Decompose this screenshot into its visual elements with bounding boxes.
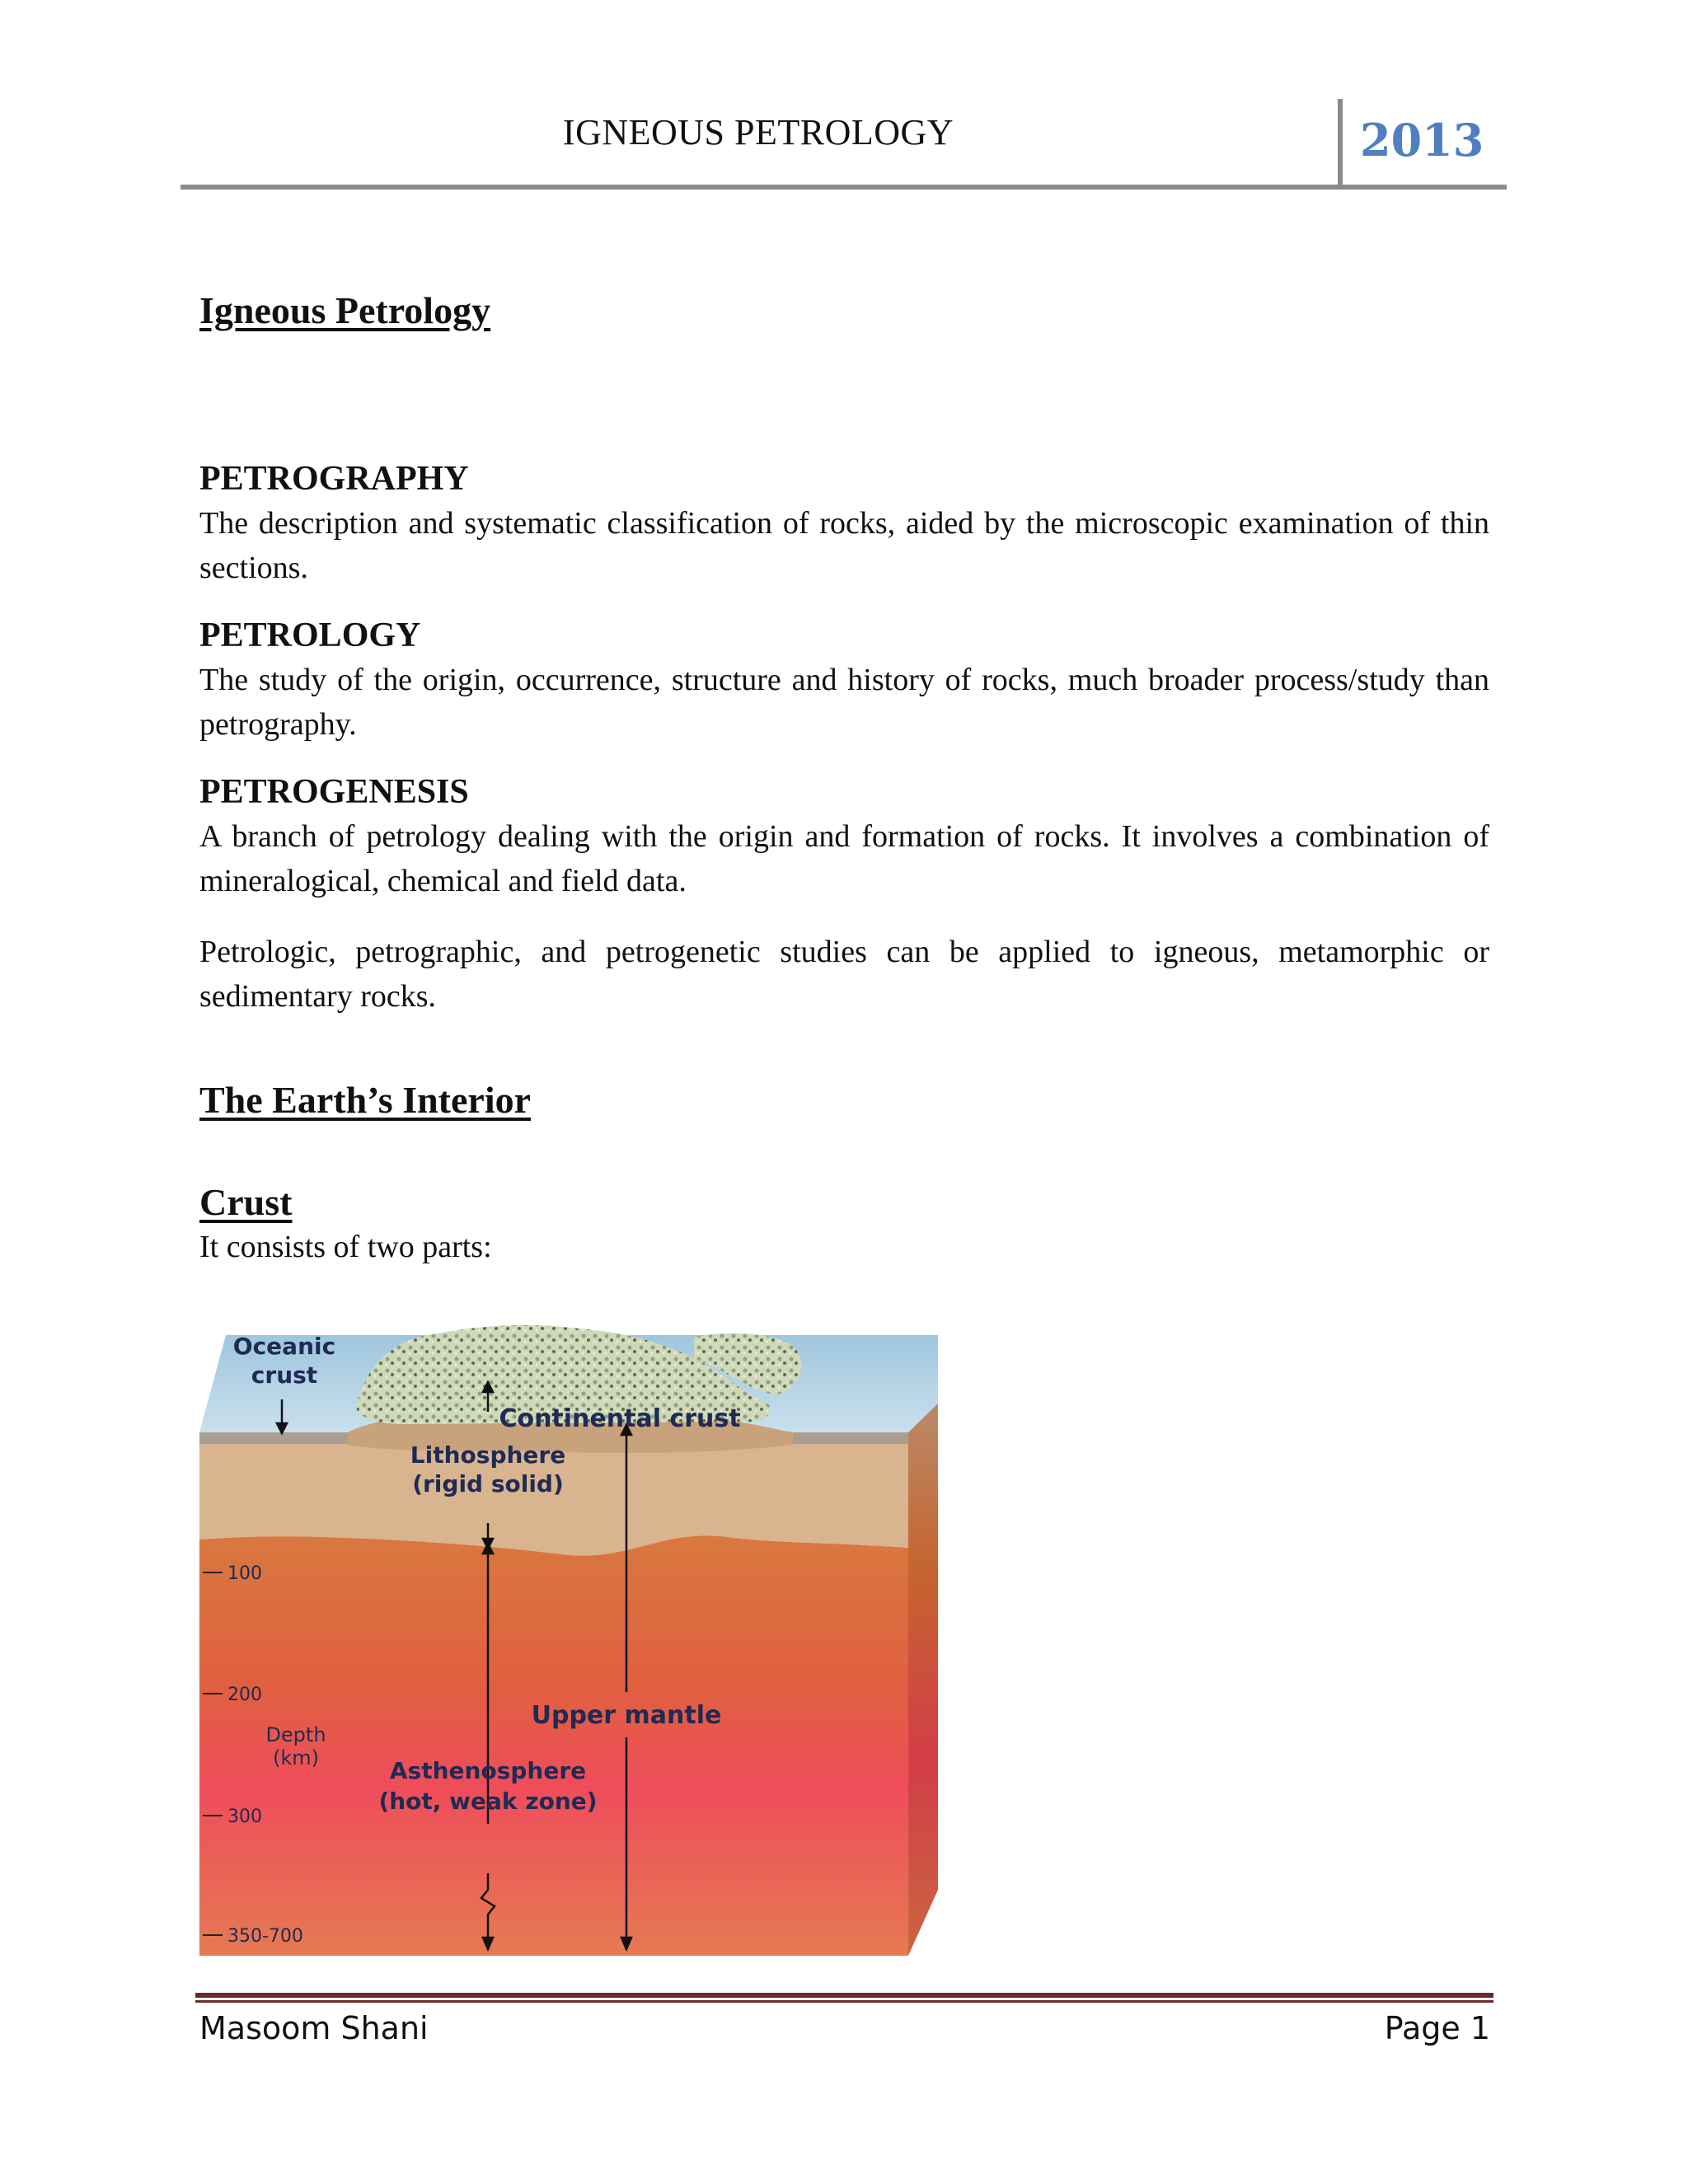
- document-title: Igneous Petrology: [199, 289, 491, 331]
- label-upper-mantle: Upper mantle: [531, 1701, 722, 1730]
- label-oceanic-crust-1: Oceanic: [232, 1333, 336, 1360]
- term-petrogenesis: PETROGENESIS: [199, 773, 469, 811]
- term-petrography: PETROGRAPHY: [199, 460, 469, 498]
- depth-label-350-700: 350-700: [227, 1926, 303, 1947]
- label-oceanic-crust-2: crust: [251, 1361, 318, 1389]
- spacer: [199, 590, 1489, 613]
- label-continental-crust: Continental crust: [499, 1404, 741, 1433]
- block-side-face: [908, 1404, 938, 1956]
- spacer: [199, 747, 1489, 770]
- spacer: [199, 1122, 1489, 1180]
- header-rule: [181, 185, 1507, 190]
- footer-rule: [195, 1993, 1493, 2003]
- spacer: [199, 903, 1489, 930]
- definition-petrology: The study of the origin, occurrence, structure and history of rocks, much broader process/study than petrography.: [199, 663, 1489, 742]
- definition-petrography: The description and systematic classification of rocks, aided by the microscopic examination of thin sections.: [199, 506, 1489, 585]
- header-year-divider: [1338, 99, 1343, 185]
- label-asthenosphere-1: Asthenosphere: [389, 1757, 587, 1784]
- label-depth-1: Depth: [265, 1723, 326, 1746]
- footer-author: Masoom Shani: [199, 2010, 429, 2046]
- spacer: [199, 1019, 1489, 1078]
- earth-layers-diagram: [199, 1321, 938, 1956]
- crust-intro: It consists of two parts:: [199, 1230, 492, 1264]
- label-lithosphere-1: Lithosphere: [410, 1441, 566, 1469]
- definition-petrogenesis: A branch of petrology dealing with the origin and formation of rocks. It involves a combination of mineralogical, chemical and field data.: [199, 819, 1489, 898]
- label-lithosphere-2: (rigid solid): [412, 1470, 564, 1497]
- section-title-crust: Crust: [199, 1181, 293, 1223]
- term-petrology: PETROLOGY: [199, 616, 421, 654]
- page-header-title: IGNEOUS PETROLOGY: [562, 112, 954, 152]
- depth-label-100: 100: [227, 1563, 262, 1584]
- section-title-earth-interior: The Earth’s Interior: [199, 1079, 532, 1121]
- footer-page-number: Page 1: [1384, 2010, 1490, 2046]
- header-year: 2013: [1360, 114, 1484, 166]
- depth-label-300: 300: [227, 1807, 262, 1827]
- label-asthenosphere-2: (hot, weak zone): [378, 1788, 598, 1815]
- depth-label-200: 200: [227, 1685, 262, 1705]
- document-body: [199, 288, 1489, 1269]
- spacer: [199, 333, 1489, 457]
- label-depth-2: (km): [272, 1746, 320, 1769]
- applications-paragraph: Petrologic, petrographic, and petrogenetic studies can be applied to igneous, metamorphic or sedimentary rocks.: [199, 935, 1489, 1014]
